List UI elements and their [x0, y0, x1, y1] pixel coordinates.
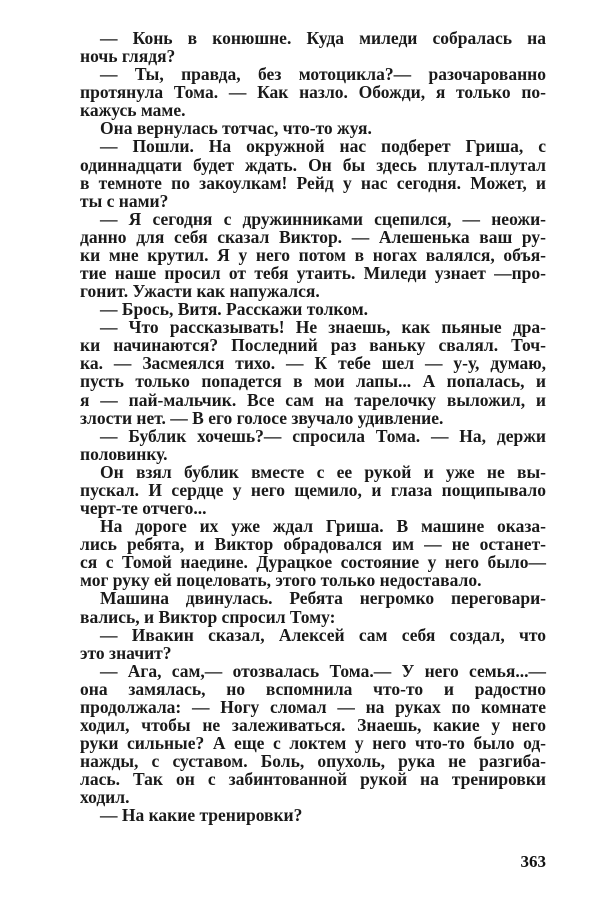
text-line: протянула Тома. — Как назло. Обожди, я только по- — [80, 82, 546, 103]
text-line: черт-те отчего... — [80, 498, 207, 519]
text-line: лась. Так он с забинтованной рукой на тренировки — [80, 769, 546, 790]
text-line: — Ага, сам,— отозвалась Тома.— У него семья...— — [100, 660, 546, 681]
text-line: Он взял бублик вместе с ее рукой и уже не вы- — [100, 461, 546, 482]
text-line: тие наше просил от тебя утаить. Миледи узнает —про- — [80, 263, 546, 284]
text-line: — Бублик хочешь?— спросила Тома. — На, держи — [100, 425, 546, 446]
text-line: вались, и Виктор спросил Тому: — [80, 606, 336, 627]
text-line: пусть только попадется в мои лапы... А попалась, и — [80, 371, 546, 392]
text-line: ка. — Засмеялся тихо. — К тебе шел — у-у, думаю, — [80, 353, 546, 374]
text-line: она замялась, но вспомнила что-то и радостно — [80, 678, 546, 699]
text-line: кажусь маме. — [80, 100, 186, 121]
text-line: — Пошли. На окружной нас подберет Гриша, с — [100, 136, 546, 157]
text-line: ходил. — [80, 787, 130, 808]
text-line: На дороге их уже ждал Гриша. В машине оказа- — [100, 516, 546, 537]
text-line: нажды, с суставом. Боль, опухоль, рука не разгиба- — [80, 751, 546, 772]
text-line: Она вернулась тотчас, что-то жуя. — [100, 118, 372, 139]
text-line: гонит. Ужасти как напужался. — [80, 281, 320, 302]
text-line: злости нет. — В его голосе звучало удивление. — [80, 407, 444, 428]
text-line: я — пай-мальчик. Все сам на тарелочку выложил, и — [80, 389, 546, 410]
text-line: данно для себя сказал Виктор. — Алешенька ваш ру- — [80, 226, 546, 247]
page-number: 363 — [520, 852, 546, 871]
text-line: руки сильные? А еще с локтем у него что-то было од- — [80, 733, 546, 754]
text-line: Машина двинулась. Ребята негромко переговари- — [100, 588, 546, 609]
text-line: ки мне крутил. Я у него потом в ногах валялся, объя- — [80, 244, 546, 265]
text-line: ся с Томой наедине. Дурацкое состояние у него было— — [80, 552, 546, 573]
text-line: ходил, чтобы не залеживаться. Знаешь, какие у него — [80, 714, 546, 735]
text-line: лись ребята, и Виктор обрадовался им — не останет- — [80, 534, 546, 555]
text-line: ночь глядя? — [80, 46, 176, 67]
text-line: мог руку ей поцеловать, этого только недоставало. — [80, 570, 482, 591]
text-line: продолжала: — Ногу сломал — на руках по комнате — [80, 696, 546, 717]
text-line: половинку. — [80, 443, 168, 464]
text-line: — Конь в конюшне. Куда миледи собралась на — [100, 28, 546, 48]
text-line: — Что рассказывать! Не знаешь, как пьяные дра- — [100, 317, 546, 338]
text-line: — Ивакин сказал, Алексей сам себя создал, что — [100, 624, 546, 645]
text-line: — Брось, Витя. Расскажи толком. — [100, 299, 368, 320]
book-page-text — [80, 29, 546, 824]
text-line: ты с нами? — [80, 190, 169, 211]
text-line: — На какие тренировки? — [100, 805, 303, 826]
text-line: ки начинаются? Последний раз ваньку свалял. Точ- — [80, 335, 546, 356]
text-line: пускал. И сердце у него щемило, и глаза пощипывало — [80, 479, 546, 500]
text-line: это значит? — [80, 642, 172, 663]
text-line: в темноте по закоулкам! Рейд у нас сегодня. Может, и — [80, 172, 546, 193]
text-line: — Я сегодня с дружинниками сцепился, — неожи- — [100, 208, 546, 229]
text-line: — Ты, правда, без мотоцикла?— разочарованно — [100, 64, 546, 85]
text-line: одиннадцати будет ждать. Он бы здесь плутал-плутал — [80, 154, 546, 175]
